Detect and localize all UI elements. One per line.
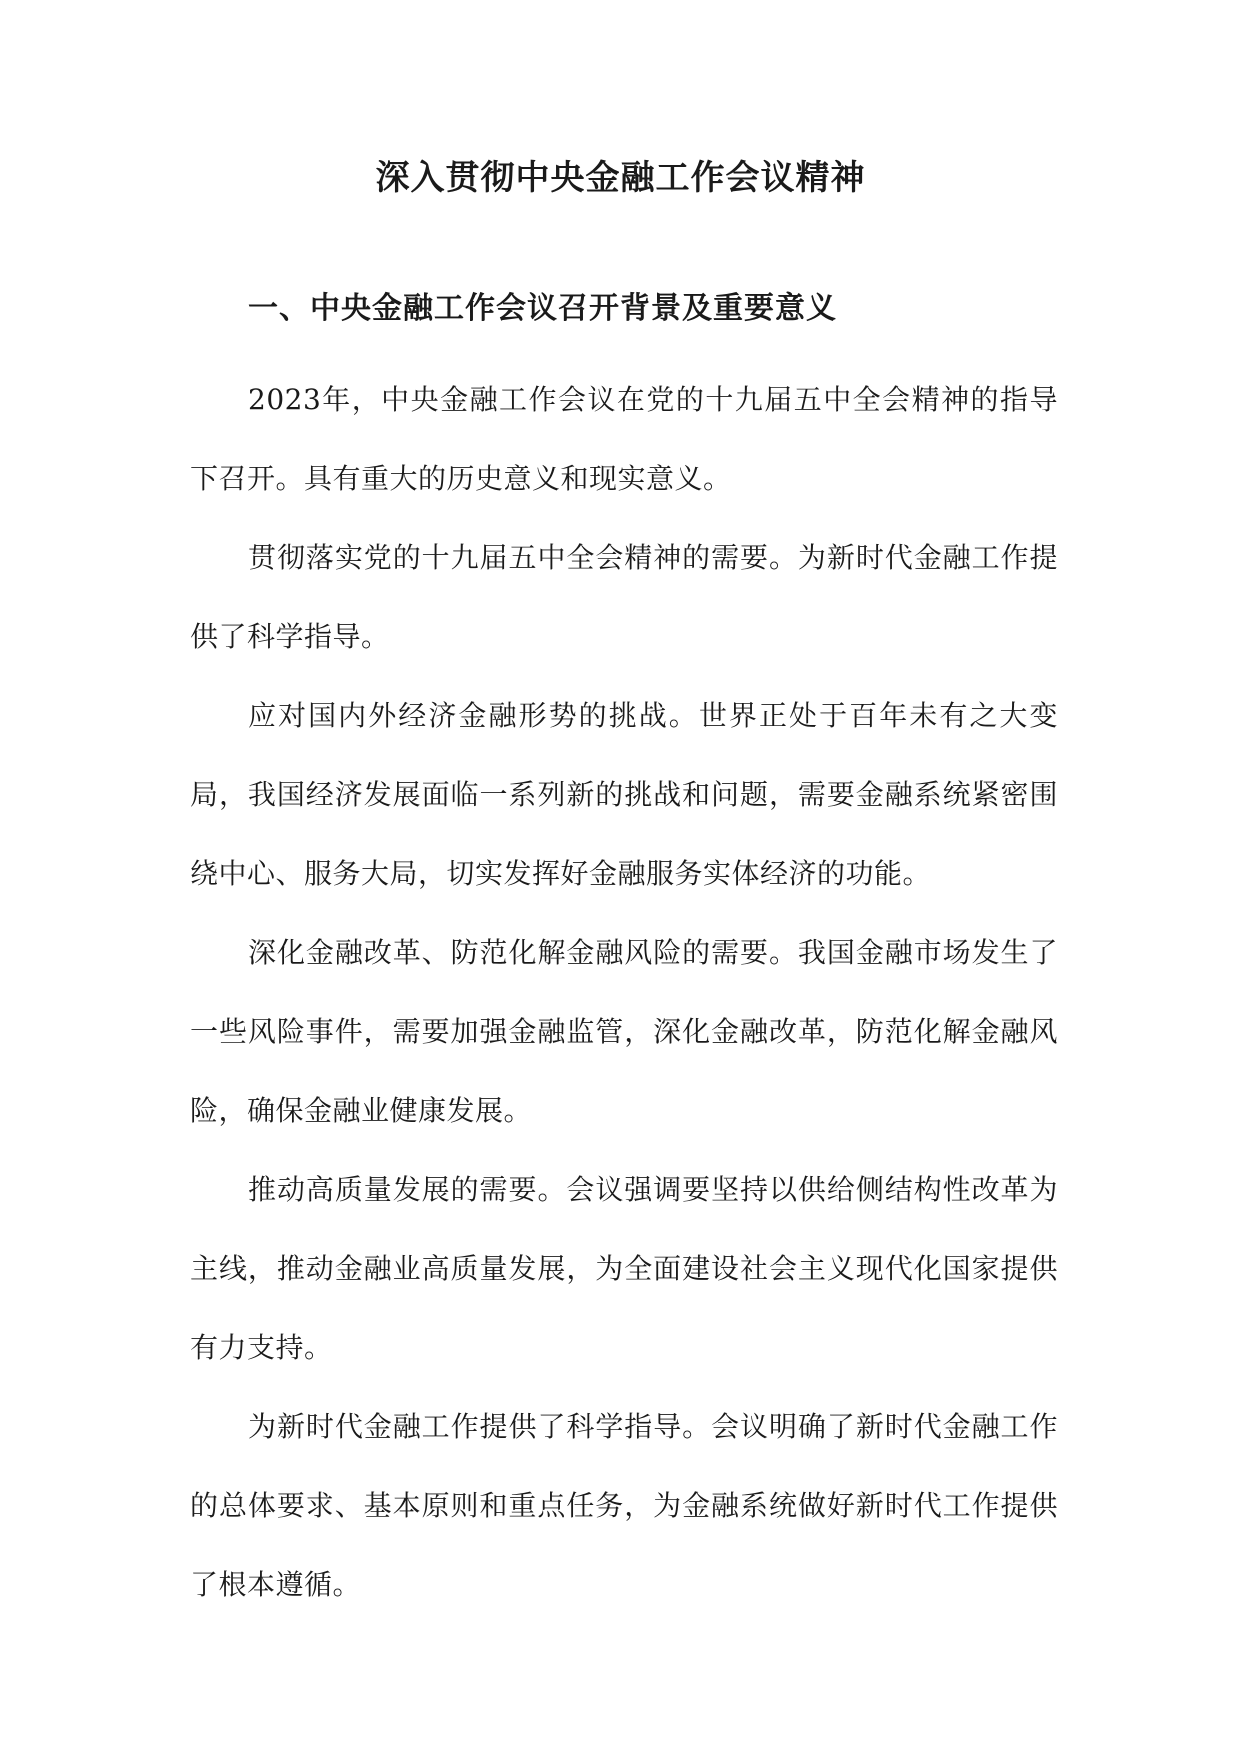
paragraph-1: 2023年，中央金融工作会议在党的十九届五中全会精神的指导下召开。具有重大的历史意义和现实意义。 xyxy=(190,383,1058,495)
document-body xyxy=(190,360,1058,1624)
paragraph-3: 应对国内外经济金融形势的挑战。世界正处于百年未有之大变局，我国经济发展面临一系列新的挑战和问题，需要金融系统紧密围绕中心、服务大局，切实发挥好金融服务实体经济的功能。 xyxy=(190,699,1058,890)
document-title: 深入贯彻中央金融工作会议精神 xyxy=(375,158,866,198)
paragraph-5: 推动高质量发展的需要。会议强调要坚持以供给侧结构性改革为主线，推动金融业高质量发展，为全面建设社会主义现代化国家提供有力支持。 xyxy=(190,1173,1058,1364)
paragraph-2: 贯彻落实党的十九届五中全会精神的需要。为新时代金融工作提供了科学指导。 xyxy=(190,541,1058,653)
paragraph-6: 为新时代金融工作提供了科学指导。会议明确了新时代金融工作的总体要求、基本原则和重点任务，为金融系统做好新时代工作提供了根本遵循。 xyxy=(190,1410,1058,1601)
paragraph-4: 深化金融改革、防范化解金融风险的需要。我国金融市场发生了一些风险事件，需要加强金融监管，深化金融改革，防范化解金融风险，确保金融业健康发展。 xyxy=(190,936,1058,1127)
section-heading: 一、中央金融工作会议召开背景及重要意义 xyxy=(248,291,837,326)
